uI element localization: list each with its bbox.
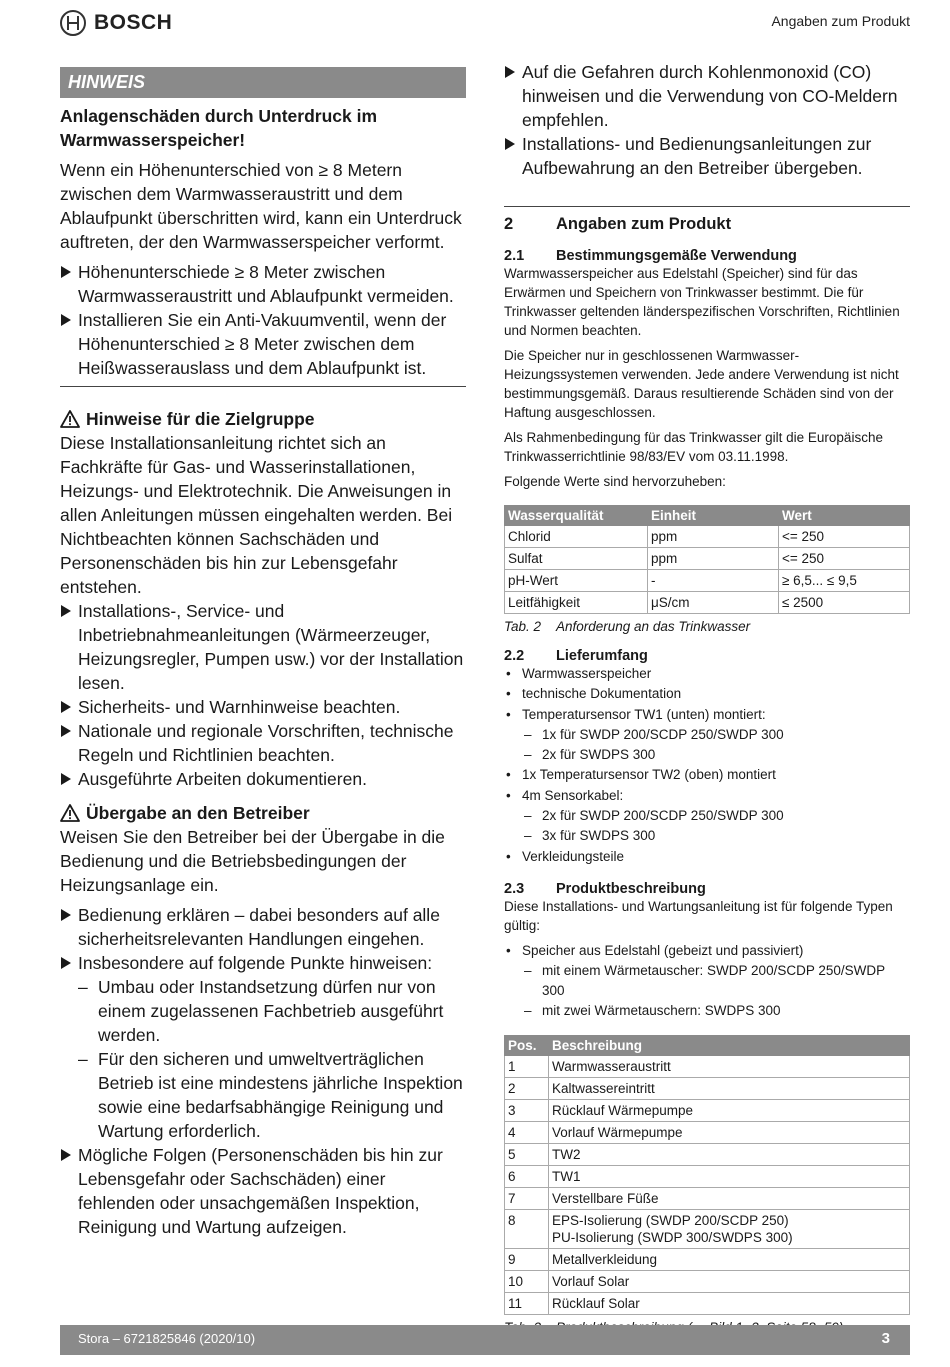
table-row [505,1209,910,1248]
notice-text: Wenn ein Höhenunterschied von ≥ 8 Metern zwischen dem Warmwasseraustritt und dem Ablaufpunkt überschritten wird, kann ein Unterdruck auftreten, der den Warmwasserspeicher verformt. [60,160,462,252]
table-cell: μS/cm [648,592,779,614]
table-row [505,1165,910,1187]
subsection-number: 2.1 [504,248,525,264]
subsection-title: Produktbeschreibung [556,880,706,897]
section-2-3-heading [504,881,910,897]
notice-item: Installieren Sie ein Anti-Vakuumventil, wenn der Höhenunterschied ≥ 8 Meter zwischen dem Heißwasserauslass und dem Ablaufpunkt ist. [60,308,466,380]
table-row [505,526,910,548]
handover-item: Insbesondere auf folgende Punkte hinweisen: [60,951,466,975]
subsection-title: Lieferumfang [556,648,648,664]
paragraph: Als Rahmenbedingung für das Trinkwasser gilt die Europäische Trinkwasserrichtlinie 98/83/EV vom 03.11.1998. [504,430,883,464]
table-header-row [505,506,910,526]
table-row [505,1292,910,1314]
column-header: Wert [779,506,910,526]
page-number: 3 [881,1330,890,1347]
running-header: Angaben zum Produkt [771,13,910,29]
table-cell: 1 [505,1055,549,1077]
handover-item: Mögliche Folgen (Personenschäden bis hin zur Lebensgefahr oder Sachschäden) einer fehlenden oder unsachgemäßen Inspektion, Reinigung und Wartung aufzeigen. [60,1143,466,1239]
brand-name: BOSCH [94,11,173,34]
list-subitem: – 2x für SWDP 200/SCDP 250/SWDP 300 [504,806,910,826]
paragraph: Diese Installations- und Wartungsanleitung ist für folgende Typen gültig: [504,898,893,933]
table-row [505,1121,910,1143]
list-item: • Temperatursensor TW1 (unten) montiert: [504,705,910,725]
table-row [505,1077,910,1099]
table-cell: TW1 [549,1165,910,1187]
table-cell: Rücklauf Wärmepumpe [549,1099,910,1121]
bosch-logo [60,10,172,36]
list-subitem: – mit einem Wärmetauscher: SWDP 200/SCDP 250/SWDP 300 [504,961,910,1001]
table-row [505,1143,910,1165]
table-row [505,548,910,570]
column-header: Pos. [505,1035,549,1055]
list-subitem: – 2x für SWDPS 300 [504,745,910,765]
cell-line: PU-Isolierung (SWDP 300/SWDPS 300) [552,1229,793,1245]
handover-title: Übergabe an den Betreiber [86,803,310,823]
subsection-number: 2.2 [504,648,525,664]
left-column [60,67,466,1239]
table-cell: 9 [505,1248,549,1270]
table-cell: TW2 [549,1143,910,1165]
table-cell: Kaltwassereintritt [549,1077,910,1099]
page-footer [60,1325,910,1355]
notice-divider [60,386,466,387]
table-cell: 3 [505,1099,549,1121]
document-id: Stora – 6721825846 (2020/10) [78,1331,256,1346]
column-header: Einheit [648,506,779,526]
table-cell: Chlorid [505,526,648,548]
section-2-1-heading [504,248,910,264]
table-header-row [505,1035,910,1055]
handover-text: Weisen Sie den Betreiber bei der Übergabe in die Bedienung und die Betriebsbedingungen der Heizungsanlage ein. [60,827,445,895]
paragraph: Die Speicher nur in geschlossenen Warmwasser-Heizungssystemen verwenden. Jede andere Verwendung ist nicht bestimmungsgemäß. Daraus resultierende Schäden sind von der Haftung ausgeschlossen. [504,348,899,420]
product-description-table [504,1035,910,1315]
table-cell: 10 [505,1270,549,1292]
table-cell: Vorlauf Wärmepumpe [549,1121,910,1143]
list-item: • technische Dokumentation [504,684,910,704]
table-cell: 5 [505,1143,549,1165]
target-group-heading [60,407,466,431]
bosch-armature-icon [60,10,86,36]
cell-line: EPS-Isolierung (SWDP 200/SCDP 250) [552,1212,789,1228]
right-column [504,60,910,1335]
paragraph: Warmwasserspeicher aus Edelstahl (Speicher) sind für das Erwärmen und Speichern von Trinkwasser bestimmt. Die für Trinkwasser geltenden länderspezifischen Vorschriften, Richtlinien und Normen beachten. [504,266,900,338]
section-number: 2 [504,215,514,233]
table-row [505,1248,910,1270]
list-item: • 1x Temperatursensor TW2 (oben) montiert [504,765,910,785]
table-cell [549,1209,910,1248]
table-cell: ≥ 6,5... ≤ 9,5 [779,570,910,592]
list-item: • 4m Sensorkabel: [504,786,910,806]
notice-label: HINWEIS [60,67,466,98]
subsection-title: Bestimmungsgemäße Verwendung [556,248,797,264]
paragraph: Folgende Werte sind hervorzuheben: [504,474,726,489]
list-item: • Warmwasserspeicher [504,664,910,684]
table-cell: Vorlauf Solar [549,1270,910,1292]
table-cell: Leitfähigkeit [505,592,648,614]
table-cell: Rücklauf Solar [549,1292,910,1314]
handover-item: Bedienung erklären – dabei besonders auf alle sicherheitsrelevanten Handlungen eingehen. [60,903,466,951]
caption-text: Anforderung an das Trinkwasser [556,619,751,634]
table-cell: pH-Wert [505,570,648,592]
table-cell: ppm [648,548,779,570]
column-header: Wasserqualität [505,506,648,526]
target-group-item: Installations-, Service- und Inbetriebnahmeanleitungen (Wärmeerzeuger, Heizungsregler, Pumpen usw.) vor der Installation lesen. [60,599,466,695]
table-cell: 2 [505,1077,549,1099]
target-group-item: Ausgeführte Arbeiten dokumentieren. [60,767,466,791]
list-subitem: – 1x für SWDP 200/SCDP 250/SWDP 300 [504,725,910,745]
table-row [505,1099,910,1121]
delivery-list [504,664,910,867]
target-group-title: Hinweise für die Zielgruppe [86,409,315,429]
notice-item: Höhenunterschiede ≥ 8 Meter zwischen Warmwasseraustritt und Ablaufpunkt vermeiden. [60,260,466,308]
table-cell: 7 [505,1187,549,1209]
subsection-number: 2.3 [504,880,525,897]
list-item: • Verkleidungsteile [504,847,910,867]
column-header: Beschreibung [549,1035,910,1055]
handover-heading [60,801,466,825]
caption-number: Tab. 2 [504,619,542,634]
target-group-item: Nationale und regionale Vorschriften, technische Regeln und Richtlinien beachten. [60,719,466,767]
table-cell: - [648,570,779,592]
handover-subitem: – Für den sicheren und umweltverträglichen Betrieb ist eine mindestens jährliche Inspektion sowie eine bedarfsabhängige Reinigung und Wartung erforderlich. [60,1047,466,1143]
table-cell: ppm [648,526,779,548]
target-group-text: Diese Installationsanleitung richtet sich an Fachkräfte für Gas- und Wasserinstallationen, Heizungs- und Elektrotechnik. Die Anweisungen in allen Anleitungen müssen eingehalten werden. Bei Nichtbeachten können Sachschäden und Personenschäden bis hin zur Lebensgefahr entstehen. [60,433,453,597]
warning-triangle-icon [60,804,80,822]
table-cell: <= 250 [779,526,910,548]
table-cell: Metallverkleidung [549,1248,910,1270]
table-cell: 6 [505,1165,549,1187]
table-cell: 8 [505,1209,549,1248]
table-cell: 4 [505,1121,549,1143]
handover-subitem: – Umbau oder Instandsetzung dürfen nur von einem zugelassenen Fachbetrieb ausgeführt werden. [60,975,466,1047]
section-title: Angaben zum Produkt [556,215,732,233]
table-row [505,1055,910,1077]
type-list [504,941,910,1021]
section-2-2-heading [504,648,910,664]
target-group-item: Sicherheits- und Warnhinweise beachten. [60,695,466,719]
table-cell: Warmwasseraustritt [549,1055,910,1077]
handover-item: Auf die Gefahren durch Kohlenmonoxid (CO) hinweisen und die Verwendung von CO-Meldern empfehlen. [504,60,910,132]
table-row [505,1270,910,1292]
table-row [505,1187,910,1209]
list-item: • Speicher aus Edelstahl (gebeizt und passiviert) [504,941,910,961]
water-quality-table [504,505,910,614]
notice-title: Anlagenschäden durch Unterdruck im Warmwasserspeicher! [60,106,378,150]
table-cell: ≤ 2500 [779,592,910,614]
table-cell: Verstellbare Füße [549,1187,910,1209]
table-row [505,570,910,592]
table-cell: <= 250 [779,548,910,570]
list-subitem: – mit zwei Wärmetauschern: SWDPS 300 [504,1001,910,1021]
table-caption [504,619,910,634]
table-cell: Sulfat [505,548,648,570]
table-cell: 11 [505,1292,549,1314]
table-row [505,592,910,614]
list-subitem: – 3x für SWDPS 300 [504,826,910,846]
warning-triangle-icon [60,410,80,428]
handover-item: Installations- und Bedienungsanleitungen zur Aufbewahrung an den Betreiber übergeben. [504,132,910,180]
section-divider [504,206,910,207]
section-2-heading [504,215,910,234]
